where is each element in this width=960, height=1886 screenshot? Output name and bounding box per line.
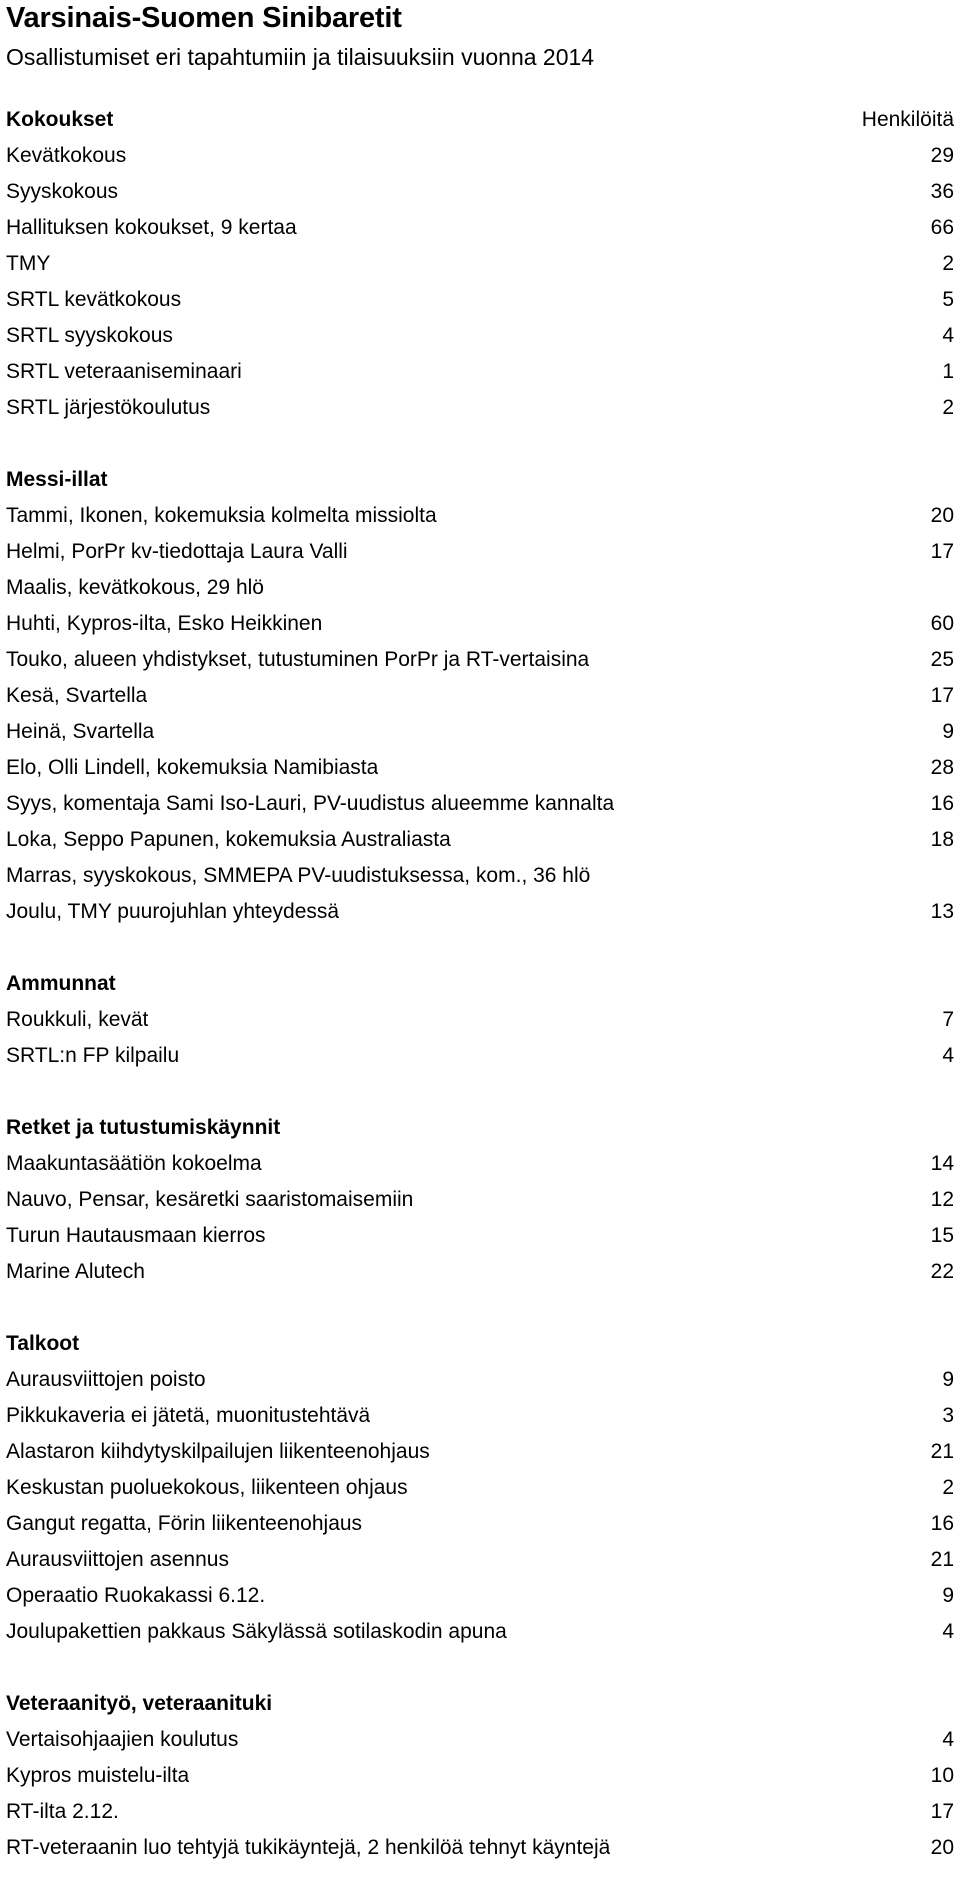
table-row (6, 894, 954, 930)
row-count: 15 (930, 1224, 954, 1247)
section-heading-row (6, 1326, 954, 1362)
row-label: Kypros muistelu-ilta (6, 1764, 190, 1787)
table-row (6, 282, 954, 318)
row-count: 5 (942, 288, 954, 311)
section (6, 1290, 954, 1650)
table-row (6, 678, 954, 714)
row-label: Syyskokous (6, 180, 119, 203)
section-spacer (6, 426, 954, 462)
row-count: 12 (930, 1188, 954, 1211)
section (6, 102, 954, 426)
section-heading-row (6, 1110, 954, 1146)
row-count: 21 (930, 1548, 954, 1571)
section-heading: Talkoot (6, 1332, 80, 1355)
row-count: 18 (930, 828, 954, 851)
row-count: 2 (942, 396, 954, 419)
row-label: SRTL veteraaniseminaari (6, 360, 242, 383)
row-count: 7 (942, 1008, 954, 1031)
participation-sections (6, 102, 954, 1866)
row-label: Gangut regatta, Förin liikenteenohjaus (6, 1512, 363, 1535)
table-row (6, 174, 954, 210)
row-count: 36 (930, 180, 954, 203)
row-label: Aurausviittojen asennus (6, 1548, 229, 1571)
table-row (6, 786, 954, 822)
row-count: 17 (930, 684, 954, 707)
row-label: Turun Hautausmaan kierros (6, 1224, 266, 1247)
row-count: 22 (930, 1260, 954, 1283)
row-count: 2 (942, 252, 954, 275)
document-title: Varsinais-Suomen Sinibaretit (6, 2, 402, 34)
table-row (6, 1542, 954, 1578)
section (6, 426, 954, 930)
section (6, 1074, 954, 1290)
row-count: 4 (942, 1728, 954, 1751)
row-count: 60 (930, 612, 954, 635)
row-count: 1 (942, 360, 954, 383)
table-row (6, 1002, 954, 1038)
table-row (6, 210, 954, 246)
section-spacer (6, 1650, 954, 1686)
section-spacer (6, 1290, 954, 1326)
row-label: Aurausviittojen poisto (6, 1368, 206, 1391)
section-heading-row (6, 462, 954, 498)
table-row (6, 390, 954, 426)
table-row (6, 822, 954, 858)
row-label: Marine Alutech (6, 1260, 145, 1283)
row-count: 13 (930, 900, 954, 923)
table-row (6, 1614, 954, 1650)
row-label: Syys, komentaja Sami Iso-Lauri, PV-uudistus alueemme kannalta (6, 792, 615, 815)
row-label: Kevätkokous (6, 144, 127, 167)
row-label: Vertaisohjaajien koulutus (6, 1728, 239, 1751)
table-row (6, 1362, 954, 1398)
table-row (6, 138, 954, 174)
section-spacer (6, 1074, 954, 1110)
table-row (6, 534, 954, 570)
row-count: 20 (930, 1836, 954, 1859)
row-label: Helmi, PorPr kv-tiedottaja Laura Valli (6, 540, 348, 563)
row-label: Maalis, kevätkokous, 29 hlö (6, 576, 264, 599)
table-row (6, 642, 954, 678)
row-label: TMY (6, 252, 51, 275)
row-count: 16 (930, 1512, 954, 1535)
row-label: Elo, Olli Lindell, kokemuksia Namibiasta (6, 756, 379, 779)
table-row (6, 1182, 954, 1218)
row-label: Kesä, Svartella (6, 684, 148, 707)
row-label: RT-veteraanin luo tehtyjä tukikäyntejä, 2 henkilöä tehnyt käyntejä (6, 1836, 611, 1859)
row-label: Loka, Seppo Papunen, kokemuksia Australiasta (6, 828, 451, 851)
table-row (6, 1830, 954, 1866)
section-spacer (6, 930, 954, 966)
table-row (6, 1434, 954, 1470)
row-label: SRTL:n FP kilpailu (6, 1044, 180, 1067)
row-label: RT-ilta 2.12. (6, 1800, 119, 1823)
section-heading: Veteraanityö, veteraanituki (6, 1692, 273, 1715)
row-count: 4 (942, 324, 954, 347)
row-count: 9 (942, 1584, 954, 1607)
section-heading: Kokoukset (6, 108, 114, 131)
row-count: 25 (930, 648, 954, 671)
section-heading-row (6, 102, 954, 138)
table-row (6, 246, 954, 282)
table-row (6, 714, 954, 750)
row-label: Operaatio Ruokakassi 6.12. (6, 1584, 266, 1607)
table-row (6, 1470, 954, 1506)
row-label: Tammi, Ikonen, kokemuksia kolmelta missiolta (6, 504, 437, 527)
document-subtitle: Osallistumiset eri tapahtumiin ja tilaisuuksiin vuonna 2014 (6, 44, 595, 70)
table-row (6, 1254, 954, 1290)
table-row (6, 606, 954, 642)
table-row (6, 354, 954, 390)
row-label: Huhti, Kypros-ilta, Esko Heikkinen (6, 612, 323, 635)
row-label: SRTL kevätkokous (6, 288, 182, 311)
section-heading: Ammunnat (6, 972, 116, 995)
table-row (6, 750, 954, 786)
row-label: SRTL syyskokous (6, 324, 173, 347)
row-count: 4 (942, 1620, 954, 1643)
section-heading-row (6, 1686, 954, 1722)
row-count: 17 (930, 540, 954, 563)
row-count: 10 (930, 1764, 954, 1787)
row-count: 16 (930, 792, 954, 815)
row-count: 2 (942, 1476, 954, 1499)
row-label: Nauvo, Pensar, kesäretki saaristomaisemiin (6, 1188, 414, 1211)
row-count: 66 (930, 216, 954, 239)
row-count: 28 (930, 756, 954, 779)
row-label: SRTL järjestökoulutus (6, 396, 211, 419)
row-count: 29 (930, 144, 954, 167)
row-label: Alastaron kiihdytyskilpailujen liikenteenohjaus (6, 1440, 430, 1463)
section (6, 1650, 954, 1866)
table-row (6, 318, 954, 354)
row-count: 20 (930, 504, 954, 527)
table-row (6, 1038, 954, 1074)
row-label: Heinä, Svartella (6, 720, 155, 743)
table-row (6, 1506, 954, 1542)
section (6, 930, 954, 1074)
row-count: 4 (942, 1044, 954, 1067)
row-label: Keskustan puoluekokous, liikenteen ohjaus (6, 1476, 408, 1499)
table-row (6, 1578, 954, 1614)
row-count: 9 (942, 720, 954, 743)
row-count: 9 (942, 1368, 954, 1391)
row-count: 3 (942, 1404, 954, 1427)
table-row (6, 1758, 954, 1794)
row-count: 21 (930, 1440, 954, 1463)
section-heading-row (6, 966, 954, 1002)
table-row (6, 1398, 954, 1434)
row-count: 17 (930, 1800, 954, 1823)
table-row (6, 1794, 954, 1830)
section-heading: Retket ja tutustumiskäynnit (6, 1116, 281, 1139)
table-row (6, 858, 954, 894)
row-label: Maakuntasäätiön kokoelma (6, 1152, 262, 1175)
table-row (6, 570, 954, 606)
row-count: 14 (930, 1152, 954, 1175)
section-heading: Messi-illat (6, 468, 108, 491)
row-label: Marras, syyskokous, SMMEPA PV-uudistuksessa, kom., 36 hlö (6, 864, 591, 887)
table-row (6, 1146, 954, 1182)
row-label: Joulu, TMY puurojuhlan yhteydessä (6, 900, 340, 923)
table-row (6, 1722, 954, 1758)
table-row (6, 498, 954, 534)
row-label: Pikkukaveria ei jätetä, muonitustehtävä (6, 1404, 371, 1427)
table-row (6, 1218, 954, 1254)
column-header: Henkilöitä (861, 108, 954, 131)
row-label: Touko, alueen yhdistykset, tutustuminen PorPr ja RT-vertaisina (6, 648, 590, 671)
row-label: Hallituksen kokoukset, 9 kertaa (6, 216, 297, 239)
row-label: Roukkuli, kevät (6, 1008, 149, 1031)
row-label: Joulupakettien pakkaus Säkylässä sotilaskodin apuna (6, 1620, 507, 1643)
